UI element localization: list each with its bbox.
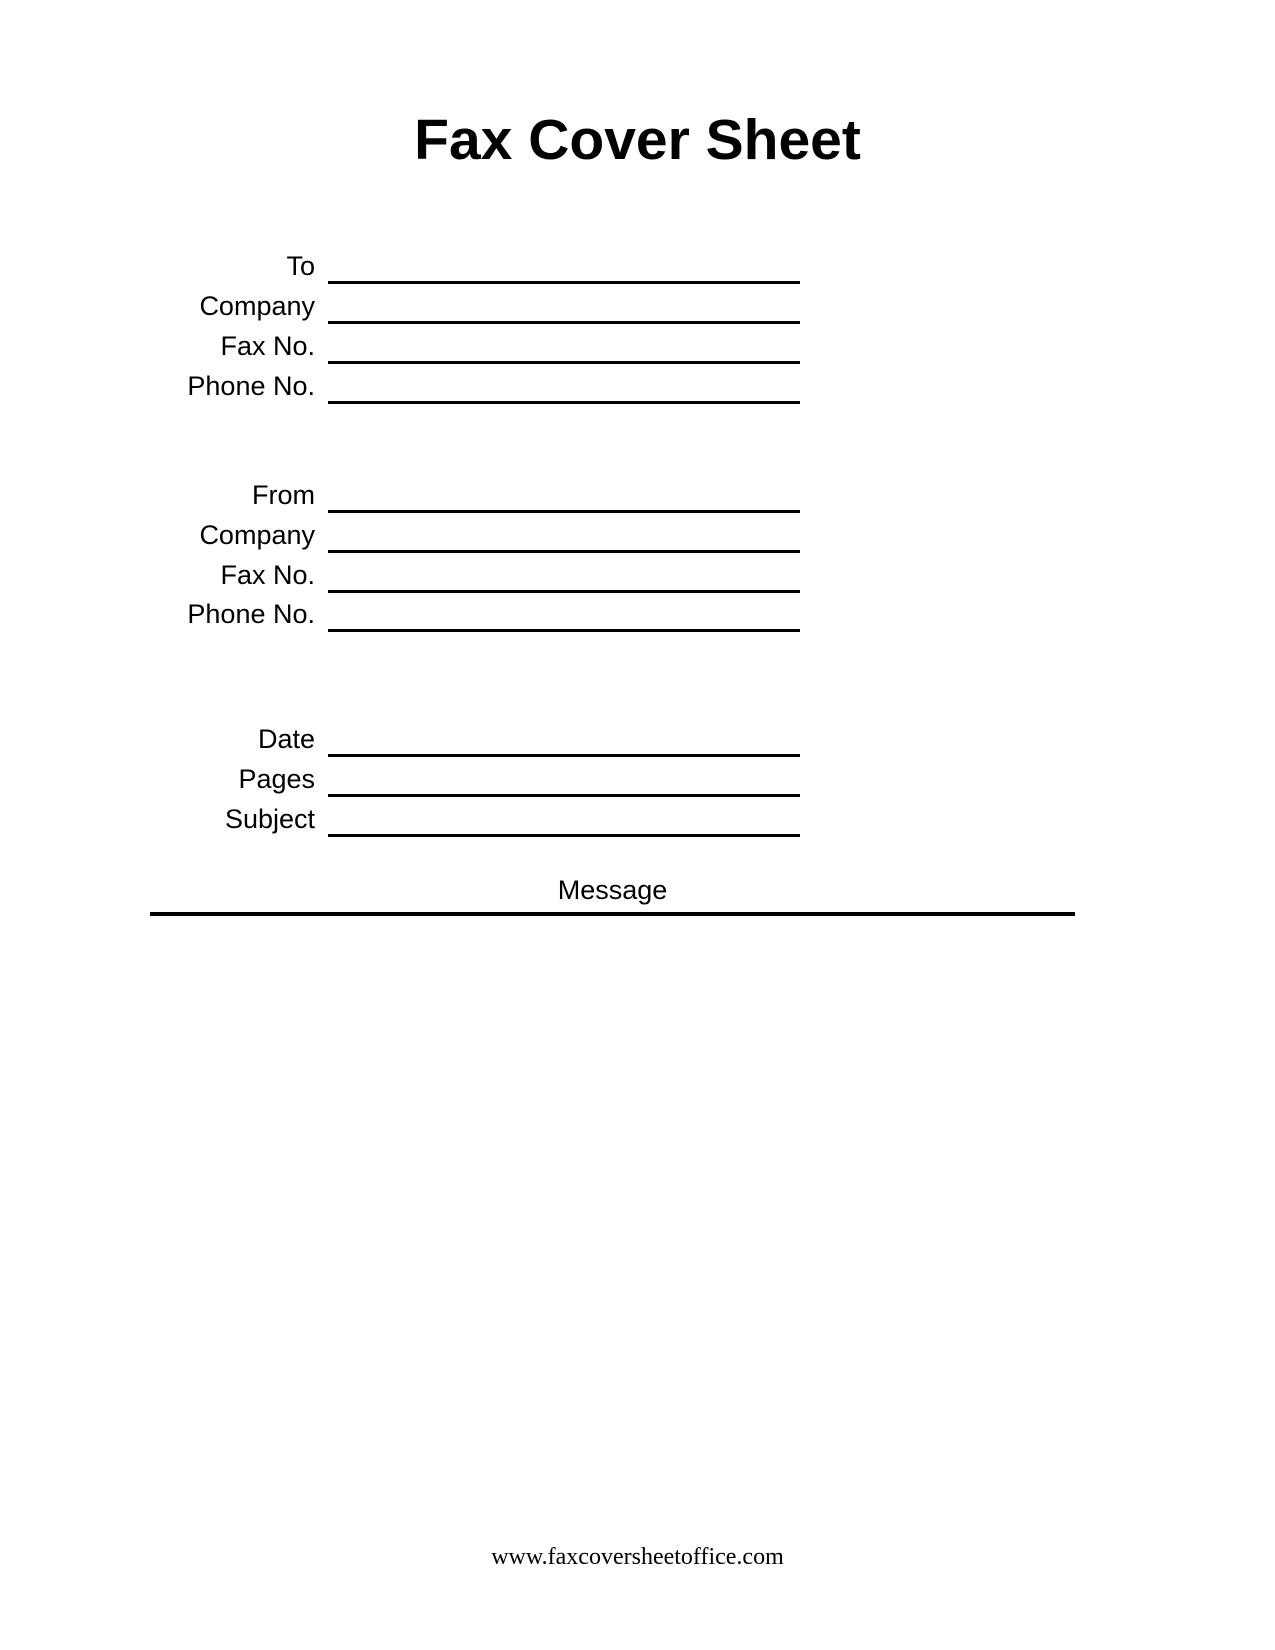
subject-input[interactable]: [328, 834, 800, 837]
date-label: Date: [257, 723, 315, 754]
message-label: Message: [557, 875, 668, 905]
from-phone-label: Phone No.: [187, 598, 315, 629]
footer-url: www.faxcoversheetoffice.com: [491, 1544, 784, 1570]
to-phone-field: [0, 364, 800, 404]
message-divider: [150, 912, 1075, 916]
from-phone-input[interactable]: [328, 629, 800, 632]
from-company-field: [0, 513, 800, 553]
to-fax-label: Fax No.: [220, 330, 315, 361]
to-phone-input[interactable]: [328, 401, 800, 404]
from-fax-label: Fax No.: [220, 559, 315, 590]
to-field: [0, 244, 800, 284]
from-fax-field: [0, 553, 800, 593]
message-textarea[interactable]: [150, 920, 1079, 1524]
to-phone-label: Phone No.: [187, 370, 315, 401]
date-field: [0, 717, 800, 757]
subject-field: [0, 797, 800, 837]
to-company-label: Company: [199, 290, 315, 321]
pages-field: [0, 757, 800, 797]
to-company-field: [0, 284, 800, 324]
to-label: To: [286, 250, 315, 281]
page-title: Fax Cover Sheet: [414, 108, 861, 172]
from-phone-field: [0, 592, 800, 632]
subject-label: Subject: [224, 803, 315, 834]
to-fax-field: [0, 324, 800, 364]
from-company-label: Company: [199, 519, 315, 550]
pages-label: Pages: [238, 763, 315, 794]
from-label: From: [252, 479, 315, 510]
from-field: [0, 473, 800, 513]
